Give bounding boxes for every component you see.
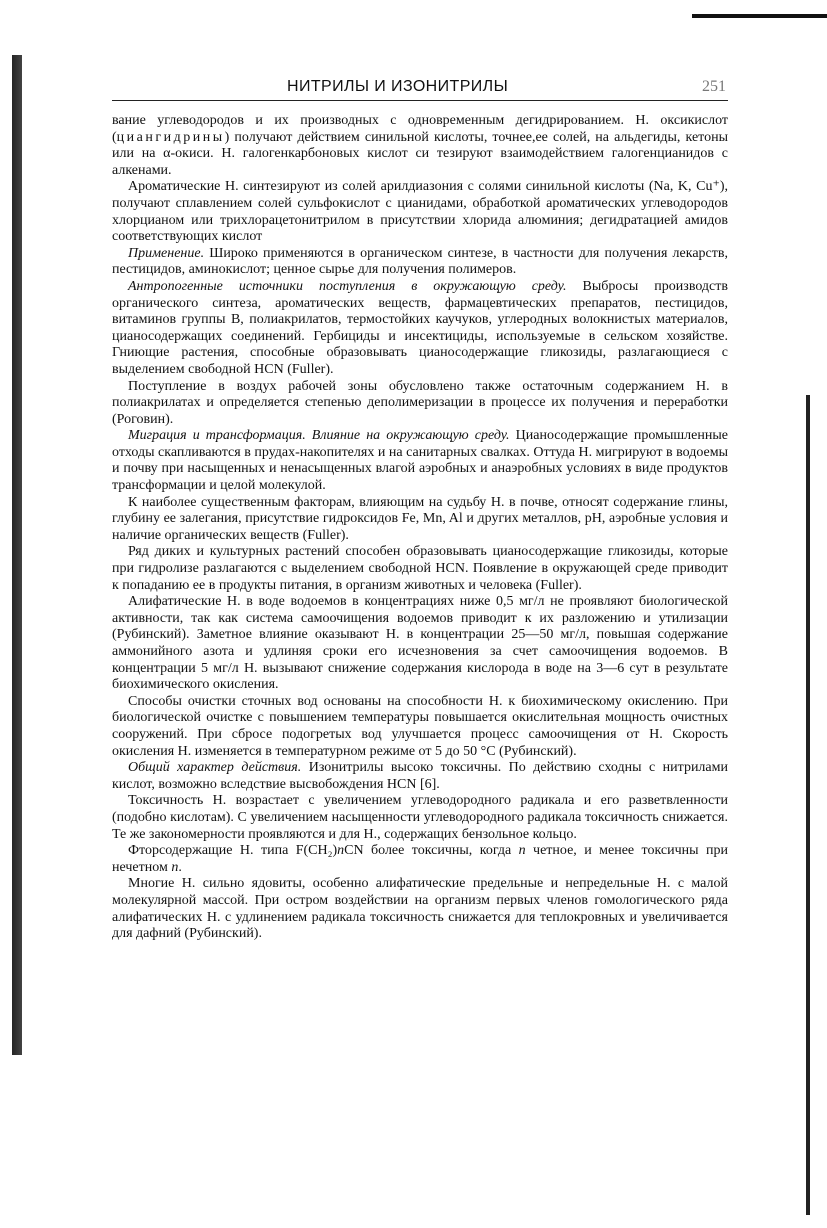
paragraph-p8 [112, 544, 728, 594]
body-text [112, 113, 728, 943]
scan-edge-shadow-left [12, 55, 22, 1055]
running-title: НИТРИЛЫ И ИЗОНИТРИЛЫ [287, 78, 509, 95]
text-run: Алифатические Н. в воде водоемов в концентрациях ниже 0,5 мг/л не проявляют биологической активности, так как система самоочищения водоемов приводит к их разложению и утилизации (Рубинский). Заметное влияние оказывают Н. в концентрации 25—50 мг/л, повышая содержание аммонийного азота и удлиняя сроки его исчезновения за счет самоочищения водоемов. В концентрации 5 мг/л Н. вызывают снижение содержания кислорода в воде на 3—6 сут в результате биохимического окисления. [112, 594, 728, 693]
paragraph-p3 [112, 246, 728, 279]
italic-heading-run: Применение. [128, 245, 205, 261]
text-run: Выбросы производств органического синтеза, ароматических веществ, фармацевтических препаратов, пестицидов, витаминов группы B, полиакрилатов, термостойких каучуков, углеродных волокнистых материалов, цианосодержащих соединений. Гербициды и инсектициды, используемые в сельском хозяйстве. Гниющие растения, способные образовывать цианосодержащие гликозиды, разлагающиеся с выделением свободной HCN (Fuller). [112, 278, 729, 377]
book-page [112, 76, 728, 943]
scan-top-rule [692, 14, 827, 18]
paragraph-p11 [112, 760, 728, 793]
text-run: Ряд диких и культурных растений способен образовывать цианосодержащие гликозиды, которые при гидролизе разлагаются с выделением свободной HCN. Появление в окружающей среде приводит к попаданию ее в продукты питания, в организм животных и человека (Fuller). [112, 544, 728, 593]
page-header [112, 76, 728, 101]
italic-heading-run: Общий характер действия. [128, 760, 302, 776]
text-run: ) получают действием синильной кислоты, точнее,ее солей, на альдегиды, кетоны или на α-окиси. Н. галогенкарбоновых кислот си тезируют взаимодействием галогенцианидов с алкенами. [112, 129, 728, 178]
paragraph-p5 [112, 379, 728, 429]
paragraph-p10 [112, 694, 728, 760]
text-run: Широко применяются в органическом синтезе, в частности для получения лекарств, пестицидов, аминокислот; ценное сырье для получения полимеров. [112, 245, 728, 278]
text-run: Токсичность Н. возрастает с увеличением углеводородного радикала и его разветвленности (подобно кислотам). С увеличением насыщенности углеводородного радикала токсичность снижается. Те же закономерности проявляются и для Н., содержащих бензольное кольцо. [112, 793, 728, 842]
text-run: четное, и менее токсичны при нечетном [112, 843, 728, 875]
text-run: CN более токсичны, когда [344, 843, 519, 859]
text-run: Ароматические Н. синтезируют из солей арилдиазония с солями синильной кислоты (Na, K, Cu⁺), получают сплавлением солей сульфокислот с цианидами, обработкой ароматических углеводородов хлорцианом или трихлорацетонитрилом в присутствии хлорида алюминия; дегидратацией амидов соответствующих кислот [112, 179, 728, 245]
paragraph-p4 [112, 279, 728, 379]
text-run: К наиболее существенным факторам, влияющим на судьбу Н. в почве, относят содержание глины, глубину ее залегания, присутствие гидроксидов Fe, Mn, Al и других металлов, pH, аэробные условия и наличие органических веществ (Fuller). [112, 494, 728, 543]
paragraph-p14 [112, 876, 728, 942]
paragraph-p13 [112, 843, 728, 876]
paragraph-p12 [112, 793, 728, 843]
scan-edge-shadow-right [806, 395, 810, 1215]
paragraph-p9 [112, 594, 728, 694]
page-number: 251 [702, 78, 726, 95]
paragraph-p1 [112, 113, 728, 179]
italic-heading-run: n [171, 859, 179, 875]
text-run: Цианосодержащие промышленные отходы скапливаются в прудах-накопителях и на санитарных свалках. Оттуда Н. мигрируют в водоемы и почву при насыщенных и ненасыщенных влагой аэробных и анаэробных условиях в виде продуктов трансформации и целой молекулой. [112, 428, 728, 494]
text-run: Многие Н. сильно ядовиты, особенно алифатические предельные и непредельные Н. с малой молекулярной массой. При остром воздействии на организм первых членов гомологического ряда алифатических Н. с удлинением радикала токсичность снижается для теплокровных и увеличивается для дафний (Рубинский). [112, 876, 728, 942]
text-run: циангидрины [116, 129, 225, 145]
text-run: Поступление в воздух рабочей зоны обусловлено также остаточным содержанием Н. в полиакрилатах и определяется степенью деполимеризации в процессе их получения и переработки (Роговин). [112, 378, 728, 427]
italic-heading-run: n [337, 843, 345, 859]
text-run: Изонитрилы высоко токсичны. По действию сходны с нитрилами кислот, возможно вследствие высвобождения HCN [6]. [112, 760, 728, 792]
paragraph-p7 [112, 495, 728, 545]
italic-heading-run: Антропогенные источники поступления в окружающую среду. [128, 278, 567, 294]
text-run: вание углеводородов и их производных с одновременным дегидрированием. Н. оксикислот ( [112, 113, 728, 145]
text-run: Способы очистки сточных вод основаны на способности Н. к биохимическому окислению. При биологической очистке с повышением температуры повышается окислительная мощность очистных сооружений. При сбросе подогретых вод улучшается процесс самоочищения от Н. Скорость окисления Н. изменяется в температурном режиме от 5 до 50 °С (Рубинский). [112, 693, 728, 759]
italic-heading-run: n [518, 843, 526, 859]
text-run: . [178, 859, 182, 875]
text-run: Фторсодержащие Н. типа F(CH₂) [128, 843, 338, 859]
paragraph-p6 [112, 428, 728, 494]
paragraph-p2 [112, 179, 728, 245]
italic-heading-run: Миграция и трансформация. Влияние на окружающую среду. [128, 428, 510, 444]
